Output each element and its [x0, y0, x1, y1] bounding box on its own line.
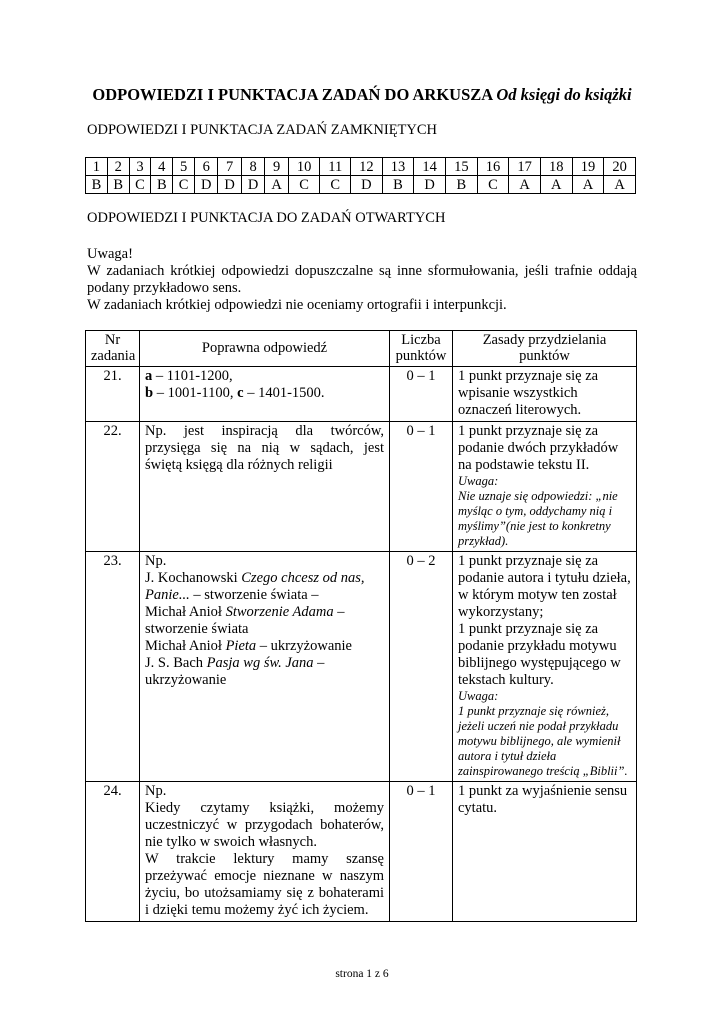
points-range: 0 – 1 — [390, 367, 453, 422]
points-range: 0 – 2 — [390, 552, 453, 782]
work-title: Pieta — [225, 638, 257, 654]
closed-task-answer: A — [604, 176, 636, 194]
closed-task-answer: A — [265, 176, 288, 194]
motif: – ukrzyżowanie — [145, 655, 325, 688]
closed-task-answer: B — [107, 176, 129, 194]
closed-task-answer: B — [382, 176, 414, 194]
value-a: – 1101-1200, — [152, 368, 233, 384]
closed-task-answer: D — [194, 176, 217, 194]
closed-task-number: 14 — [414, 158, 446, 176]
page-footer: strona 1 z 6 — [335, 968, 389, 980]
answer-paragraph: W trakcie lektury mamy szansę przeżywać emocje nieznane w naszym życiu, bo utożsamiamy się z bohaterami i dzięki temu możemy żyć ich życiem. — [145, 851, 384, 918]
closed-task-number: 18 — [540, 158, 572, 176]
closed-task-answer: D — [218, 176, 241, 194]
closed-task-number: 17 — [509, 158, 541, 176]
open-answers-table — [85, 330, 637, 922]
value-c: – 1401-1500. — [243, 385, 325, 401]
author: J. Kochanowski — [145, 570, 242, 586]
page-title — [0, 85, 724, 105]
header-rules: Zasady przydzielania punktów — [453, 331, 637, 367]
closed-task-number: 5 — [173, 158, 195, 176]
motif: – ukrzyżowanie — [256, 638, 352, 654]
author: Michał Anioł — [145, 638, 226, 654]
rules-text: 1 punkt przyznaje się za podanie przykładu motywu biblijnego występującego w tekstach kultury. — [458, 621, 621, 688]
work-title: Pasja wg św. Jana — [206, 655, 314, 671]
closed-task-answer: B — [151, 176, 173, 194]
points-range: 0 – 1 — [390, 422, 453, 552]
closed-task-number: 9 — [265, 158, 288, 176]
scoring-rules: 1 punkt za wyjaśnienie sensu cytatu. — [453, 782, 637, 922]
title-main: ODPOWIEDZI I PUNKTACJA ZADAŃ DO ARKUSZA — [92, 85, 497, 104]
scoring-rules — [453, 552, 637, 782]
closed-task-number: 8 — [241, 158, 264, 176]
header-points: Liczba punktów — [390, 331, 453, 367]
closed-numbers-row — [86, 158, 636, 176]
rules-text: 1 punkt przyznaje się za podanie autora i tytułu dzieła, w którym motyw ten został wykorzystany; — [458, 553, 631, 620]
answer-prefix: Np. — [145, 553, 167, 569]
closed-task-number: 15 — [445, 158, 477, 176]
closed-task-answer: C — [477, 176, 509, 194]
motif: – stworzenie świata – — [189, 587, 319, 603]
label-a: a — [145, 368, 153, 384]
closed-task-number: 12 — [351, 158, 383, 176]
table-row — [86, 367, 637, 422]
table-row — [86, 552, 637, 782]
correct-answer — [140, 552, 390, 782]
open-heading: ODPOWIEDZI I PUNKTACJA DO ZADAŃ OTWARTYCH — [87, 210, 446, 226]
answer-paragraph: Kiedy czytamy książki, możemy uczestniczyć w przygodach bohaterów, nie tylko w swoich własnych. — [145, 800, 384, 850]
correct-answer — [140, 367, 390, 422]
header-nr: Nr zadania — [86, 331, 140, 367]
closed-task-number: 16 — [477, 158, 509, 176]
closed-task-number: 19 — [572, 158, 604, 176]
table-header-row — [86, 331, 637, 367]
work-title: Stworzenie Adama — [225, 604, 334, 620]
author: J. S. Bach — [145, 655, 207, 671]
closed-answers-row — [86, 176, 636, 194]
note-block — [87, 246, 637, 314]
task-number: 21. — [86, 367, 140, 422]
closed-task-answer: C — [320, 176, 351, 194]
answer-line — [145, 570, 384, 604]
closed-task-answer: A — [572, 176, 604, 194]
label-b: b — [145, 385, 154, 401]
points-range: 0 – 1 — [390, 782, 453, 922]
closed-task-answer: A — [509, 176, 541, 194]
title-italic: Od księgi do książki — [496, 85, 632, 104]
closed-task-answer: D — [414, 176, 446, 194]
correct-answer — [140, 782, 390, 922]
task-number: 22. — [86, 422, 140, 552]
closed-task-answer: D — [351, 176, 383, 194]
value-b: – 1001-1100, — [153, 385, 238, 401]
answer-line — [145, 638, 384, 655]
task-number: 23. — [86, 552, 140, 782]
correct-answer: Np. jest inspiracją dla twórców, przysięga się na nią w sądach, jest świętą księgą dla różnych religii — [140, 422, 390, 552]
rules-note-label: Uwaga: — [458, 474, 499, 488]
answer-prefix: Np. — [145, 783, 167, 799]
closed-task-number: 7 — [218, 158, 241, 176]
work-title: Czego chcesz od nas, Panie... — [145, 570, 365, 603]
closed-task-number: 6 — [194, 158, 217, 176]
note-line-1: W zadaniach krótkiej odpowiedzi dopuszczalne są inne sformułowania, jeśli trafnie oddają podany przykładowo sens. — [87, 263, 637, 296]
answer-line — [145, 655, 384, 689]
closed-task-answer: C — [288, 176, 320, 194]
table-row — [86, 782, 637, 922]
task-number: 24. — [86, 782, 140, 922]
scoring-rules: 1 punkt przyznaje się za wpisanie wszystkich oznaczeń literowych. — [453, 367, 637, 422]
header-answer: Poprawna odpowiedź — [140, 331, 390, 367]
note-label: Uwaga! — [87, 246, 133, 262]
closed-task-number: 20 — [604, 158, 636, 176]
table-row — [86, 422, 637, 552]
author: Michał Anioł — [145, 604, 226, 620]
closed-task-number: 13 — [382, 158, 414, 176]
closed-task-number: 1 — [86, 158, 108, 176]
closed-task-number: 2 — [107, 158, 129, 176]
closed-task-answer: D — [241, 176, 264, 194]
rules-text: 1 punkt przyznaje się za podanie dwóch przykładów na podstawie tekstu II. — [458, 423, 619, 473]
closed-task-answer: C — [129, 176, 151, 194]
closed-answers-table — [85, 157, 636, 194]
closed-heading: ODPOWIEDZI I PUNKTACJA ZADAŃ ZAMKNIĘTYCH — [87, 122, 438, 138]
closed-task-answer: B — [445, 176, 477, 194]
closed-task-answer: B — [86, 176, 108, 194]
closed-task-answer: C — [173, 176, 195, 194]
rules-note-text: 1 punkt przyznaje się również, jeżeli uczeń nie podał przykładu motywu biblijnego, ale wymienił autora i tytuł dzieła zainspirowanego treścią „Biblii”. — [458, 704, 628, 778]
label-c: c — [237, 385, 244, 401]
closed-task-number: 10 — [288, 158, 320, 176]
motif: – stworzenie świata — [145, 604, 345, 637]
closed-task-number: 3 — [129, 158, 151, 176]
scoring-rules — [453, 422, 637, 552]
closed-task-answer: A — [540, 176, 572, 194]
note-line-2: W zadaniach krótkiej odpowiedzi nie oceniamy ortografii i interpunkcji. — [87, 297, 507, 313]
answer-line — [145, 604, 384, 638]
rules-note-label: Uwaga: — [458, 689, 499, 703]
closed-task-number: 11 — [320, 158, 351, 176]
rules-note-text: Nie uznaje się odpowiedzi: „nie myśląc o tym, oddychamy nią i myślimy”(nie jest to konkretny przykład). — [458, 489, 618, 548]
closed-task-number: 4 — [151, 158, 173, 176]
